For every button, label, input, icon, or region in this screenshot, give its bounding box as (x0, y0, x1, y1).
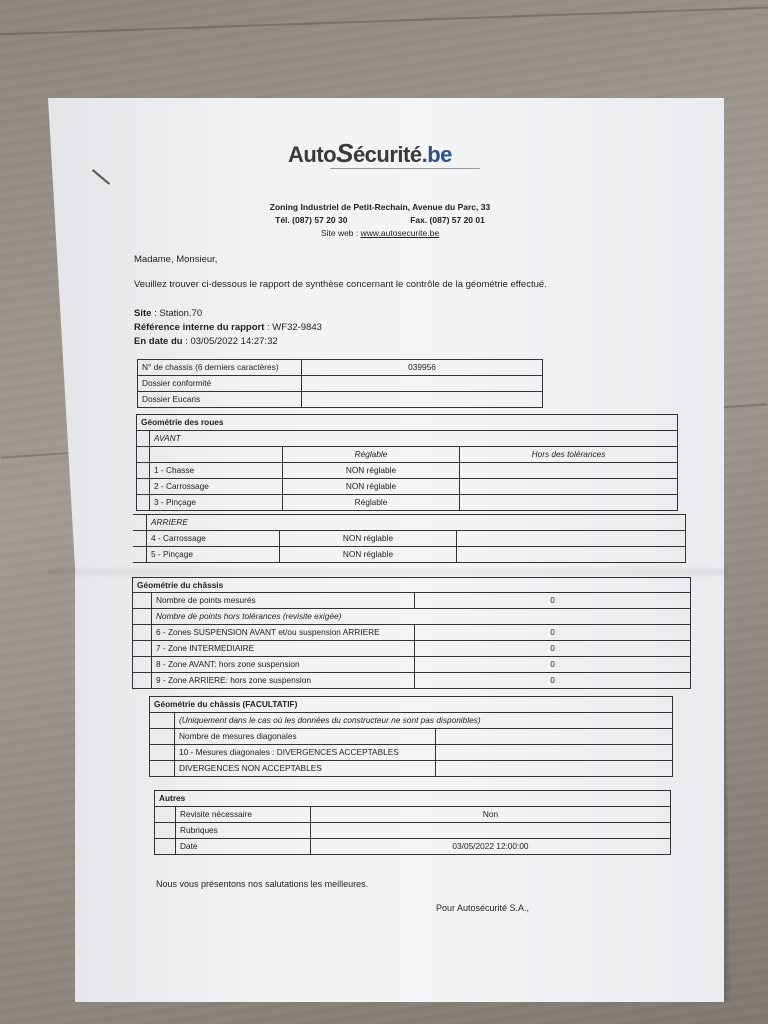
table-cell: 3 - Pinçage (150, 495, 283, 511)
table-row (133, 609, 691, 625)
table-cell (137, 447, 150, 463)
optional-geometry-table (149, 696, 673, 777)
table-row (137, 415, 678, 431)
table-row (155, 839, 671, 855)
table-cell: Revisite nécessaire (176, 807, 311, 823)
table-cell (460, 463, 678, 479)
table-cell: 4 - Carrossage (147, 531, 280, 547)
table-cell: Rubriques (176, 823, 311, 839)
table-row (134, 515, 686, 531)
chassis-geometry-table (132, 577, 691, 689)
table-row (138, 392, 543, 408)
table-cell (155, 807, 176, 823)
table-cell (133, 625, 152, 641)
table-cell: 7 - Zone INTERMEDIAIRE (152, 641, 415, 657)
table-cell (150, 447, 283, 463)
table-row (137, 495, 678, 511)
table-row (134, 531, 686, 547)
table-cell: NON réglable (280, 531, 457, 547)
table-cell: Réglable (283, 495, 460, 511)
table-row (133, 593, 691, 609)
date-line: En date du : 03/05/2022 14:27:32 (134, 336, 278, 347)
table-row (150, 745, 673, 761)
table-cell (133, 609, 152, 625)
table-cell: Date (176, 839, 311, 855)
table-row (134, 547, 686, 563)
table-row (155, 791, 671, 807)
table-cell (134, 547, 147, 563)
table-row (150, 713, 673, 729)
wheel-geometry-rear-table (133, 514, 686, 563)
company-website-line: Site web : www.autosecurite.be (320, 228, 440, 238)
table-row (138, 376, 543, 392)
table-cell: Réglable (283, 447, 460, 463)
table-cell (311, 823, 671, 839)
signature-line: Pour Autosécurité S.A., (436, 903, 530, 913)
table-cell (133, 641, 152, 657)
table-cell (150, 729, 175, 745)
table-row (150, 729, 673, 745)
table-cell: 6 - Zones SUSPENSION AVANT et/ou suspension ARRIERE (152, 625, 415, 641)
table-cell (137, 479, 150, 495)
table-cell: Dossier conformité (138, 376, 302, 392)
table-cell (436, 745, 673, 761)
table-cell (460, 479, 678, 495)
table-cell: 039956 (302, 360, 543, 376)
table-cell (155, 839, 176, 855)
table-cell: 5 - Pinçage (147, 547, 280, 563)
table-cell: 9 - Zone ARRIERE: hors zone suspension (152, 673, 415, 689)
table-cell: 2 - Carrossage (150, 479, 283, 495)
table-cell: DIVERGENCES NON ACCEPTABLES (175, 761, 436, 777)
wheel-geometry-title: Géométrie des roues (137, 415, 678, 431)
table-cell (150, 745, 175, 761)
reference-line: Référence interne du rapport : WF32-9843 (134, 322, 322, 333)
table-cell: Nombre de mesures diagonales (175, 729, 436, 745)
table-cell: 0 (415, 641, 691, 657)
site-line: Site : Station.70 (134, 308, 203, 319)
table-row (133, 657, 691, 673)
table-cell (436, 729, 673, 745)
logo-underline (330, 168, 480, 179)
table-cell: 8 - Zone AVANT: hors zone suspension (152, 657, 415, 673)
company-phone-line (200, 215, 560, 225)
table-cell: 10 - Mesures diagonales : DIVERGENCES ACCEPTABLES (175, 745, 436, 761)
table-row (150, 761, 673, 777)
table-cell: NON réglable (280, 547, 457, 563)
table-cell: Dossier Eucaris (138, 392, 302, 408)
front-section-label: AVANT (150, 431, 678, 447)
table-cell: 0 (415, 593, 691, 609)
table-cell (457, 531, 686, 547)
table-cell: 0 (415, 657, 691, 673)
table-cell: 1 - Chasse (150, 463, 283, 479)
floor-seam (0, 7, 768, 36)
table-row (137, 479, 678, 495)
wheel-geometry-table (136, 414, 678, 511)
table-cell: Non (311, 807, 671, 823)
table-cell (134, 531, 147, 547)
website-link[interactable]: www.autosecurite.be (360, 228, 440, 238)
optional-geometry-title: Géométrie du châssis (FACULTATIF) (150, 697, 673, 713)
table-row (137, 463, 678, 479)
table-row (150, 697, 673, 713)
company-fax: Fax. (087) 57 20 01 (410, 215, 485, 225)
closing-text: Nous vous présentons nos salutations les meilleures. (156, 879, 369, 889)
table-cell: N° de chassis (6 derniers caractères) (138, 360, 302, 376)
table-row (133, 578, 691, 593)
table-row (137, 447, 678, 463)
table-row (133, 673, 691, 689)
table-cell (137, 463, 150, 479)
table-cell (302, 376, 543, 392)
table-cell: Nombre de points mesurés (152, 593, 415, 609)
company-tel: Tél. (087) 57 20 30 (275, 215, 348, 225)
table-cell: 0 (415, 673, 691, 689)
table-cell (457, 547, 686, 563)
table-row (133, 641, 691, 657)
table-cell (150, 761, 175, 777)
table-cell (460, 495, 678, 511)
other-table (154, 790, 671, 855)
table-cell (133, 593, 152, 609)
table-cell: (Uniquement dans le cas où les données du constructeur ne sont pas disponibles) (175, 713, 673, 729)
table-row (137, 431, 678, 447)
table-cell (133, 657, 152, 673)
table-cell (436, 761, 673, 777)
table-row (138, 360, 543, 376)
chassis-geometry-title: Géométrie du châssis (133, 578, 691, 593)
table-row (155, 807, 671, 823)
table-cell (302, 392, 543, 408)
rear-section-label: ARRIERE (147, 515, 686, 531)
table-cell (134, 515, 147, 531)
company-logo: AutoSécurité.be (288, 138, 452, 168)
table-cell: NON réglable (283, 479, 460, 495)
table-cell: NON réglable (283, 463, 460, 479)
table-cell: Hors des tolérances (460, 447, 678, 463)
table-cell (155, 823, 176, 839)
other-title: Autres (155, 791, 671, 807)
table-cell: 0 (415, 625, 691, 641)
table-cell: Nombre de points hors tolérances (revisite exigée) (152, 609, 691, 625)
table-cell: 03/05/2022 12:00:00 (311, 839, 671, 855)
table-cell (150, 713, 175, 729)
table-row (155, 823, 671, 839)
table-cell (137, 431, 150, 447)
table-row (133, 625, 691, 641)
intro-text: Veuillez trouver ci-dessous le rapport de synthèse concernant le contrôle de la géométrie effectué. (134, 279, 547, 290)
table-cell (133, 673, 152, 689)
company-address: Zoning Industriel de Petit-Rechain, Avenue du Parc, 33 (269, 202, 491, 212)
salutation: Madame, Monsieur, (134, 254, 218, 265)
table-cell (137, 495, 150, 511)
chassis-info-table (137, 359, 543, 408)
